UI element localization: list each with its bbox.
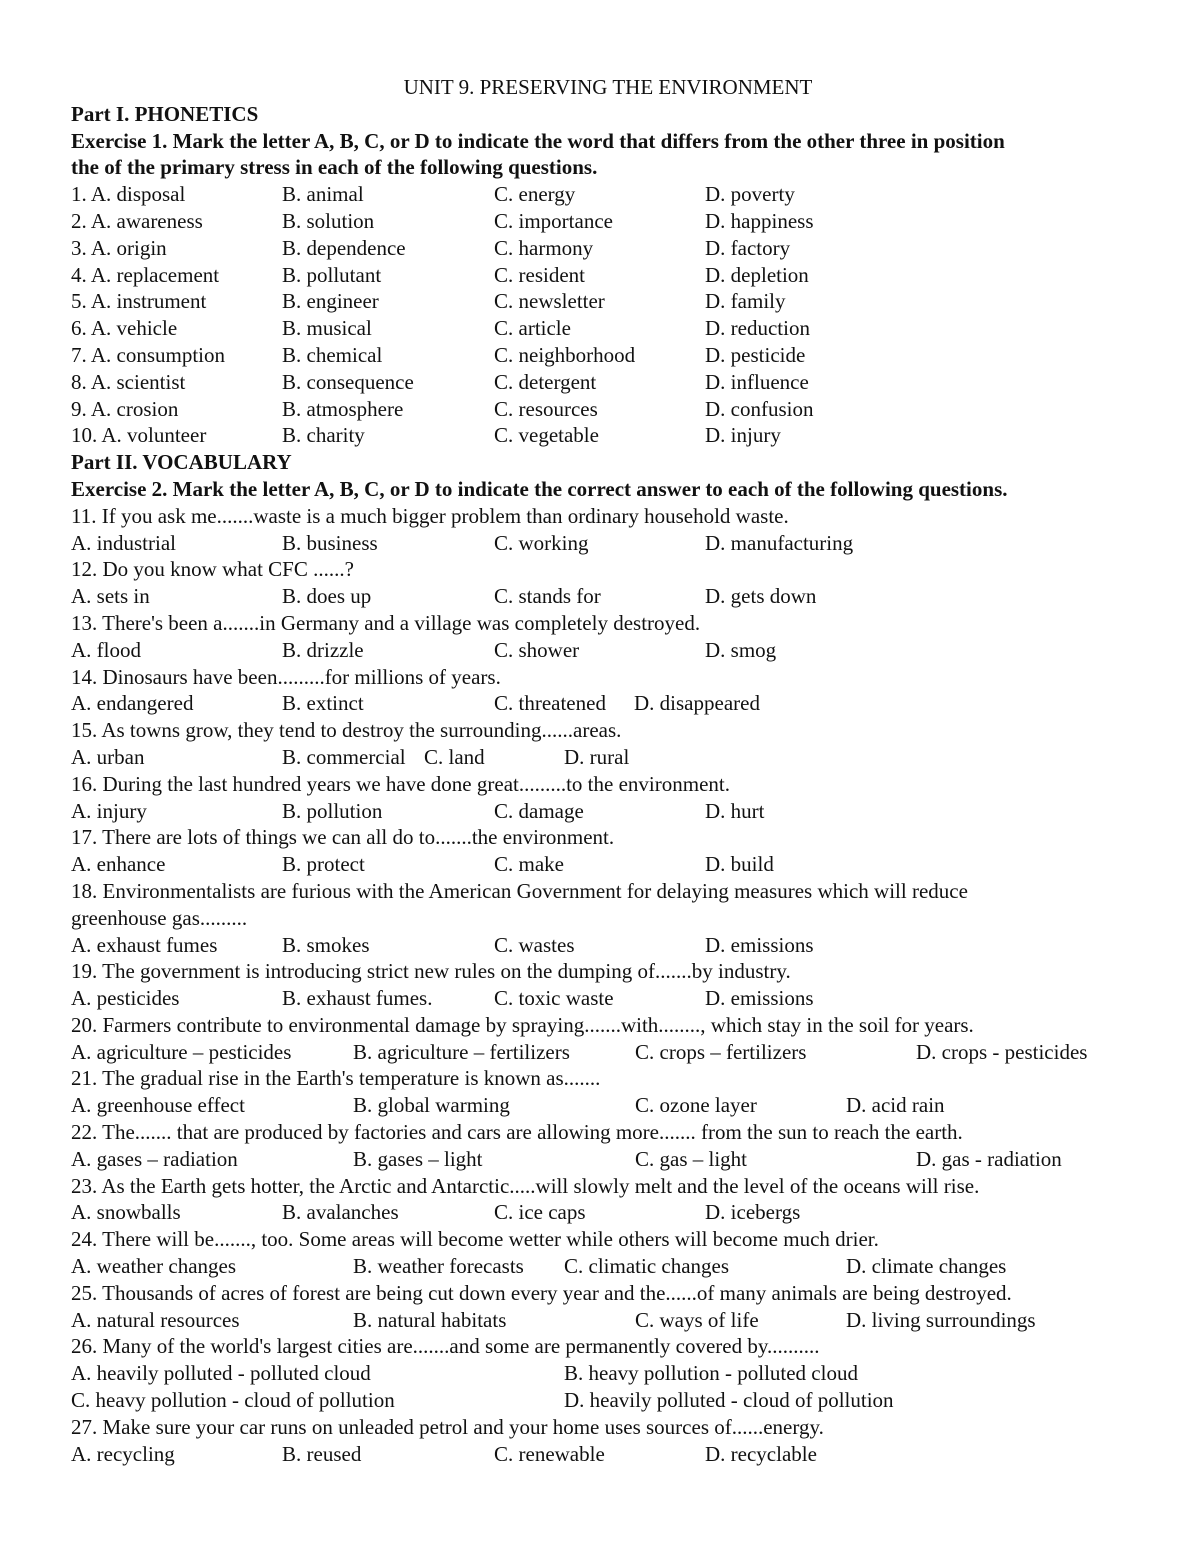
option-c[interactable]: C. energy xyxy=(494,182,576,207)
question-12-options xyxy=(71,583,1131,610)
option-b[interactable]: B. smokes xyxy=(282,932,370,957)
option-b[interactable]: B. agriculture – fertilizers xyxy=(353,1039,570,1064)
option-b[interactable]: B. solution xyxy=(282,208,375,233)
option-a[interactable]: A. urban xyxy=(71,744,145,769)
option-b[interactable]: B. animal xyxy=(282,182,364,207)
option-d[interactable]: D. manufacturing xyxy=(705,530,854,555)
option-c[interactable]: C. stands for xyxy=(494,584,601,609)
question-23-stem: 23. As the Earth gets hotter, the Arctic and Antarctic.....will slowly melt and the level of the oceans will rise. xyxy=(71,1173,980,1198)
option-d[interactable]: D. emissions xyxy=(705,986,814,1011)
option-a[interactable]: A. heavily polluted - polluted cloud xyxy=(71,1361,371,1386)
option-b[interactable]: B. atmosphere xyxy=(282,396,404,421)
option-b[interactable]: B. gases – light xyxy=(353,1146,483,1171)
option-a[interactable]: 8. A. scientist xyxy=(71,369,186,394)
question-14-stem: 14. Dinosaurs have been.........for millions of years. xyxy=(71,664,501,689)
question-17-stem: 17. There are lots of things we can all do to.......the environment. xyxy=(71,825,615,850)
question-11-options xyxy=(71,530,1131,557)
phonetics-question-4 xyxy=(71,262,1131,289)
question-13-options xyxy=(71,637,1131,664)
option-d[interactable]: D. climate changes xyxy=(846,1254,1007,1279)
option-a[interactable]: A. sets in xyxy=(71,584,150,609)
option-a[interactable]: 6. A. vehicle xyxy=(71,316,178,341)
option-a[interactable]: A. enhance xyxy=(71,852,166,877)
question-20-stem: 20. Farmers contribute to environmental damage by spraying.......with........, which stay in the soil for years. xyxy=(71,1012,974,1037)
option-c[interactable]: C. ways of life xyxy=(635,1307,759,1332)
option-a[interactable]: A. industrial xyxy=(71,530,176,555)
option-d[interactable]: D. emissions xyxy=(705,932,814,957)
option-d[interactable]: D. reduction xyxy=(705,316,810,341)
option-c[interactable]: C. toxic waste xyxy=(494,986,614,1011)
phonetics-question-8 xyxy=(71,369,1131,396)
exercise2-instruction: Exercise 2. Mark the letter A, B, C, or D to indicate the correct answer to each of the following questions. xyxy=(71,476,1008,501)
option-c[interactable]: C. vegetable xyxy=(494,423,599,448)
question-26-options-row1 xyxy=(71,1360,1131,1387)
option-a[interactable]: A. agriculture – pesticides xyxy=(71,1039,292,1064)
option-c[interactable]: C. shower xyxy=(494,637,580,662)
phonetics-question-2 xyxy=(71,208,1131,235)
option-b[interactable]: B. weather forecasts xyxy=(353,1254,524,1279)
option-b[interactable]: B. dependence xyxy=(282,235,406,260)
option-a[interactable]: A. exhaust fumes xyxy=(71,932,218,957)
option-c[interactable]: C. gas – light xyxy=(635,1146,748,1171)
option-c[interactable]: C. article xyxy=(494,316,571,341)
option-d[interactable]: D. gas - radiation xyxy=(916,1146,1062,1171)
option-c[interactable]: C. heavy pollution - cloud of pollution xyxy=(71,1388,395,1413)
option-b[interactable]: B. does up xyxy=(282,584,372,609)
option-c[interactable]: C. climatic changes xyxy=(564,1254,730,1279)
question-21-stem: 21. The gradual rise in the Earth's temperature is known as....... xyxy=(71,1066,601,1091)
option-c[interactable]: C. neighborhood xyxy=(494,342,636,367)
option-c[interactable]: C. ozone layer xyxy=(635,1093,757,1118)
question-18-stem-line1: 18. Environmentalists are furious with the American Government for delaying measures which will reduce xyxy=(71,878,968,903)
option-b[interactable]: B. business xyxy=(282,530,378,555)
option-a[interactable]: 3. A. origin xyxy=(71,235,167,260)
phonetics-question-list xyxy=(71,181,1131,449)
question-12-stem: 12. Do you know what CFC ......? xyxy=(71,557,354,582)
option-a[interactable]: 7. A. consumption xyxy=(71,342,226,367)
phonetics-question-1 xyxy=(71,181,1131,208)
question-17-options xyxy=(71,851,1131,878)
question-18-options xyxy=(71,932,1131,959)
option-d[interactable]: D. poverty xyxy=(705,182,795,207)
option-b[interactable]: B. pollutant xyxy=(282,262,382,287)
option-a[interactable]: A. injury xyxy=(71,798,147,823)
question-24-stem: 24. There will be......., too. Some areas will become wetter while others will become much drier. xyxy=(71,1227,879,1252)
option-a[interactable]: A. weather changes xyxy=(71,1254,237,1279)
option-c[interactable]: C. make xyxy=(494,852,564,877)
option-c[interactable]: C. detergent xyxy=(494,369,597,394)
phonetics-question-5 xyxy=(71,288,1131,315)
question-14-options xyxy=(71,690,1131,717)
option-d[interactable]: D. injury xyxy=(705,423,781,448)
option-b[interactable]: B. extinct xyxy=(282,691,364,716)
question-27-stem: 27. Make sure your car runs on unleaded petrol and your home uses sources of......energy. xyxy=(71,1414,824,1439)
option-b[interactable]: B. pollution xyxy=(282,798,383,823)
option-c[interactable]: C. resources xyxy=(494,396,598,421)
option-a[interactable]: A. pesticides xyxy=(71,986,180,1011)
worksheet-page xyxy=(71,74,1131,1467)
option-a[interactable]: A. endangered xyxy=(71,691,194,716)
phonetics-question-6 xyxy=(71,315,1131,342)
option-b[interactable]: B. engineer xyxy=(282,289,379,314)
question-22-options xyxy=(71,1146,1131,1173)
option-d[interactable]: D. gets down xyxy=(705,584,817,609)
option-d[interactable]: D. build xyxy=(705,852,774,877)
question-15-stem: 15. As towns grow, they tend to destroy the surrounding......areas. xyxy=(71,718,622,743)
question-20-options xyxy=(71,1039,1131,1066)
option-b[interactable]: B. protect xyxy=(282,852,365,877)
option-d[interactable]: D. happiness xyxy=(705,208,814,233)
option-b[interactable]: B. chemical xyxy=(282,342,383,367)
option-a[interactable]: 10. A. volunteer xyxy=(71,423,207,448)
option-c[interactable]: C. damage xyxy=(494,798,584,823)
part1-heading: Part I. PHONETICS xyxy=(71,101,259,126)
exercise1-instruction-line1: Exercise 1. Mark the letter A, B, C, or D to indicate the word that differs from the other three in position xyxy=(71,128,1005,153)
option-c[interactable]: C. resident xyxy=(494,262,585,287)
question-19-options xyxy=(71,985,1131,1012)
option-a[interactable]: A. flood xyxy=(71,637,141,662)
option-b[interactable]: B. commercial xyxy=(282,744,406,769)
question-13-stem: 13. There's been a.......in Germany and a village was completely destroyed. xyxy=(71,610,701,635)
option-c[interactable]: C. renewable xyxy=(494,1441,605,1466)
option-b[interactable]: B. drizzle xyxy=(282,637,364,662)
question-16-stem: 16. During the last hundred years we have done great.........to the environment. xyxy=(71,771,730,796)
option-d[interactable]: D. factory xyxy=(705,235,791,260)
option-d[interactable]: D. smog xyxy=(705,637,777,662)
option-c[interactable]: C. ice caps xyxy=(494,1200,586,1225)
phonetics-question-9 xyxy=(71,396,1131,423)
option-a[interactable]: 5. A. instrument xyxy=(71,289,207,314)
phonetics-question-3 xyxy=(71,235,1131,262)
option-c[interactable]: C. land xyxy=(424,744,485,769)
phonetics-question-10 xyxy=(71,422,1131,449)
option-d[interactable]: D. icebergs xyxy=(705,1200,801,1225)
question-22-stem: 22. The....... that are produced by factories and cars are allowing more....... from the sun to reach the earth. xyxy=(71,1120,963,1145)
option-c[interactable]: C. newsletter xyxy=(494,289,605,314)
option-d[interactable]: D. heavily polluted - cloud of pollution xyxy=(564,1388,894,1413)
option-d[interactable]: D. depletion xyxy=(705,262,809,287)
question-27-options xyxy=(71,1441,1131,1468)
option-a[interactable]: A. snowballs xyxy=(71,1200,181,1225)
option-c[interactable]: C. harmony xyxy=(494,235,594,260)
option-d[interactable]: D. acid rain xyxy=(846,1093,945,1118)
option-d[interactable]: D. recyclable xyxy=(705,1441,817,1466)
option-a[interactable]: A. gases – radiation xyxy=(71,1146,238,1171)
question-15-options xyxy=(71,744,1131,771)
option-b[interactable]: B. musical xyxy=(282,316,372,341)
option-d[interactable]: D. influence xyxy=(705,369,809,394)
question-24-options xyxy=(71,1253,1131,1280)
option-c[interactable]: C. threatened xyxy=(494,691,606,716)
phonetics-question-7 xyxy=(71,342,1131,369)
option-c[interactable]: C. wastes xyxy=(494,932,575,957)
option-b[interactable]: B. exhaust fumes. xyxy=(282,986,433,1011)
option-d[interactable]: D. crops - pesticides xyxy=(916,1039,1088,1064)
question-26-options-row2 xyxy=(71,1387,1131,1414)
option-d[interactable]: D. disappeared xyxy=(634,691,760,716)
question-11-stem: 11. If you ask me.......waste is a much bigger problem than ordinary household waste. xyxy=(71,503,789,528)
option-b[interactable]: B. reused xyxy=(282,1441,362,1466)
option-b[interactable]: B. avalanches xyxy=(282,1200,399,1225)
option-a[interactable]: 4. A. replacement xyxy=(71,262,220,287)
option-a[interactable]: 2. A. awareness xyxy=(71,208,203,233)
option-b[interactable]: B. heavy pollution - polluted cloud xyxy=(564,1361,858,1386)
option-b[interactable]: B. natural habitats xyxy=(353,1307,507,1332)
part2-heading: Part II. VOCABULARY xyxy=(71,450,292,475)
question-16-options xyxy=(71,798,1131,825)
option-d[interactable]: D. living surroundings xyxy=(846,1307,1036,1332)
option-c[interactable]: C. importance xyxy=(494,208,613,233)
option-c[interactable]: C. crops – fertilizers xyxy=(635,1039,807,1064)
option-a[interactable]: 1. A. disposal xyxy=(71,182,186,207)
option-d[interactable]: D. hurt xyxy=(705,798,765,823)
question-25-stem: 25. Thousands of acres of forest are being cut down every year and the......of many animals are being destroyed. xyxy=(71,1280,1012,1305)
option-a[interactable]: A. natural resources xyxy=(71,1307,240,1332)
option-d[interactable]: D. rural xyxy=(564,744,630,769)
option-d[interactable]: D. confusion xyxy=(705,396,814,421)
question-25-options xyxy=(71,1307,1131,1334)
option-b[interactable]: B. consequence xyxy=(282,369,414,394)
option-c[interactable]: C. working xyxy=(494,530,589,555)
option-d[interactable]: D. pesticide xyxy=(705,342,806,367)
question-19-stem: 19. The government is introducing strict new rules on the dumping of.......by industry. xyxy=(71,959,791,984)
option-b[interactable]: B. charity xyxy=(282,423,365,448)
question-23-options xyxy=(71,1199,1131,1226)
question-18-stem-line2: greenhouse gas......... xyxy=(71,905,248,930)
option-a[interactable]: A. greenhouse effect xyxy=(71,1093,245,1118)
option-d[interactable]: D. family xyxy=(705,289,786,314)
page-title: UNIT 9. PRESERVING THE ENVIRONMENT xyxy=(403,75,813,99)
exercise1-instruction-line2: the of the primary stress in each of the following questions. xyxy=(71,155,598,180)
option-b[interactable]: B. global warming xyxy=(353,1093,510,1118)
option-a[interactable]: 9. A. crosion xyxy=(71,396,179,421)
question-26-stem: 26. Many of the world's largest cities are.......and some are permanently covered by.......... xyxy=(71,1334,820,1359)
option-a[interactable]: A. recycling xyxy=(71,1441,175,1466)
question-21-options xyxy=(71,1092,1131,1119)
